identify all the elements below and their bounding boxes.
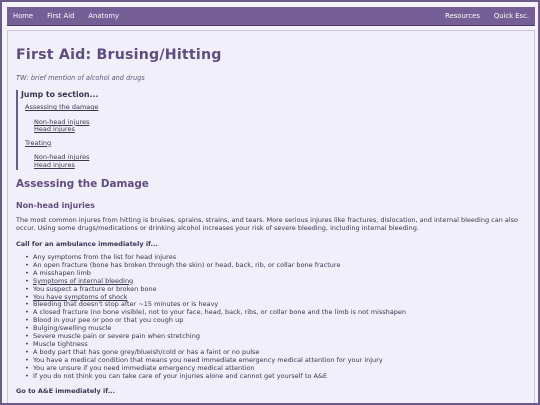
symptom-text: You have a medical condition that means you need immediate emergency medical attention for your injury — [33, 355, 383, 364]
symptom-list-item — [25, 333, 526, 341]
nav-left — [13, 12, 119, 20]
symptom-link[interactable]: You have symptoms of shock — [33, 292, 128, 301]
page-title: First Aid: Brusing/Hitting — [16, 47, 222, 63]
nav-home-link[interactable]: Home — [13, 12, 34, 20]
toc-spacer — [25, 147, 526, 154]
intro-paragraph: The most common injures from hitting is bruises, sprains, strains, and tears. More serious injures like fractures, dislocation, and internal bleeding can also occur. Using some drugs/medications or drinking alcohol increases your risk of severe bleeding, including internal bleeding. — [16, 215, 519, 232]
symptom-list — [25, 254, 526, 381]
toc-link-treating[interactable]: Treating — [25, 138, 52, 147]
symptom-text: A closed fracture (no bone visible), not to your face, head, back, ribs, or collar bone and the limb is not misshapen — [33, 308, 406, 317]
toc-link-assessing-non-head[interactable]: Non-head injures — [34, 117, 90, 126]
symptom-text: Muscle tightness — [33, 339, 88, 348]
top-navbar — [7, 7, 535, 26]
symptom-text: Bleeding that doesn't stop after ~15 minutes or is heavy — [33, 300, 219, 309]
symptom-list-item — [25, 262, 526, 270]
symptom-text: An open fracture (bone has broken through the skin) or head, back, rib, or collar bone fracture — [33, 260, 341, 269]
symptom-link[interactable]: Symptoms of internal bleeding — [33, 276, 134, 285]
ambulance-call-label: Call for an ambulance immediately if... — [16, 239, 158, 248]
symptom-text: Any symptoms from the list for head injures — [33, 252, 177, 261]
symptom-text: Bulging/swelling muscle — [33, 324, 112, 333]
symptom-text: Blood in your pee or poo or that you cough up — [33, 316, 184, 325]
go-to-ae-label: Go to A&E immediately if... — [16, 387, 116, 396]
toc-section-assessing — [25, 104, 526, 134]
toc-spacer — [25, 112, 526, 119]
symptom-text: Severe muscle pain or severe pain when stretching — [33, 332, 200, 341]
toc-link-treating-non-head[interactable]: Non-head injures — [34, 153, 90, 162]
nav-right — [445, 12, 529, 20]
nav-quick-escape-link[interactable]: Quick Esc. — [493, 12, 529, 20]
subsection-heading: Non-head injuries — [16, 200, 95, 210]
nav-anatomy-link[interactable]: Anatomy — [88, 12, 119, 20]
symptom-text: A body part that has gone grey/blueish/cold or has a faint or no pulse — [33, 347, 260, 356]
toc-link-treating-head[interactable]: Head injures — [34, 160, 75, 169]
toc-section-treating — [25, 140, 526, 170]
symptom-text: If you do not think you can take care of your injuries alone and cannot get yourself to A&E — [33, 371, 328, 380]
symptom-list-item — [25, 373, 526, 381]
toc-title: Jump to section... — [21, 90, 99, 99]
symptom-text: You are unsure if you need immediate emergency medical attention — [33, 363, 255, 372]
nav-resources-link[interactable]: Resources — [445, 12, 480, 20]
table-of-contents — [16, 90, 526, 170]
nav-first-aid-link[interactable]: First Aid — [47, 12, 75, 20]
symptom-text: You suspect a fracture or broken bone — [33, 284, 157, 293]
trigger-warning: TW: brief mention of alcohol and drugs — [16, 74, 145, 82]
symptom-text: A misshapen limb — [33, 268, 91, 277]
toc-link-assessing-damage[interactable]: Assessing the damage — [25, 103, 99, 111]
section-heading: Assessing the Damage — [16, 177, 149, 190]
main-content — [7, 30, 535, 405]
toc-link-assessing-head[interactable]: Head injures — [34, 125, 75, 134]
